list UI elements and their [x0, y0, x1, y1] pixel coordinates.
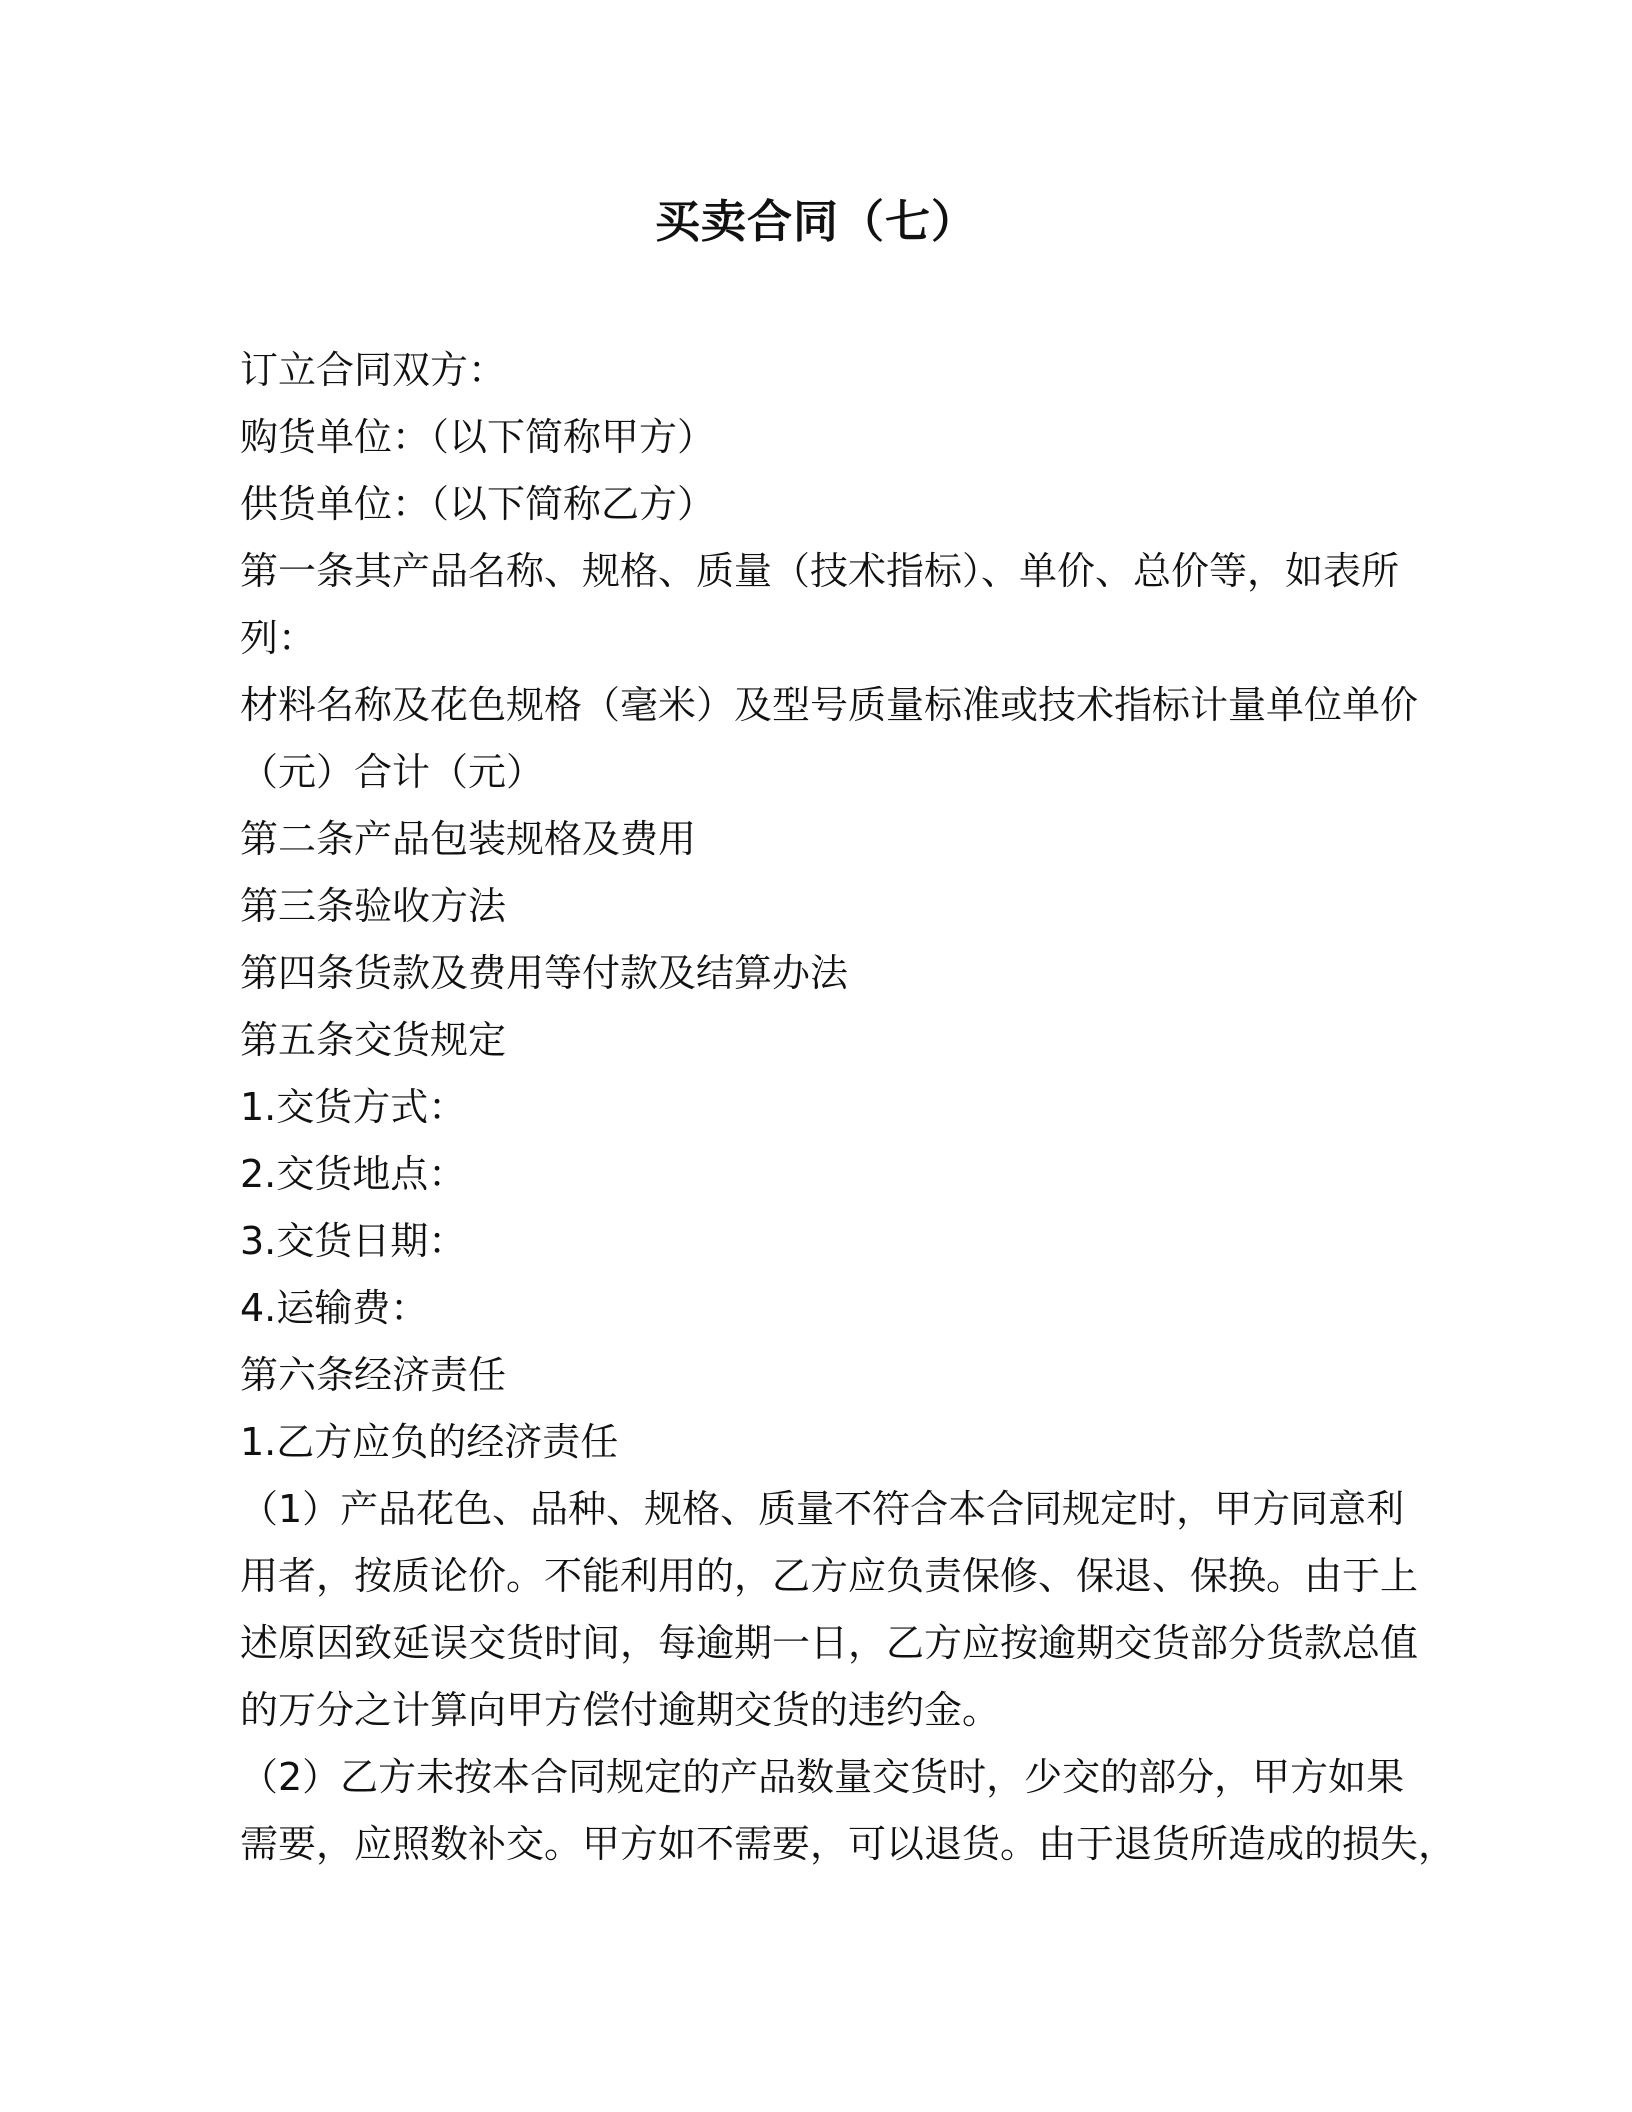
text-line: （2）乙方未按本合同规定的产品数量交货时，少交的部分，甲方如果 — [240, 1755, 1405, 1799]
text-line: 第五条交货规定 — [240, 1018, 507, 1062]
text-line: 4.运输费： — [240, 1286, 429, 1330]
text-line: 订立合同双方： — [240, 348, 507, 392]
text-line: 需要，应照数补交。甲方如不需要，可以退货。由于退货所造成的损失， — [240, 1822, 1457, 1866]
contract-body — [240, 337, 1457, 1878]
text-line: 材料名称及花色规格（毫米）及型号质量标准或技术指标计量单位单价 — [240, 683, 1419, 727]
text-line: （1）产品花色、品种、规格、质量不符合本合同规定时，甲方同意利 — [240, 1487, 1405, 1531]
text-line: 第一条其产品名称、规格、质量（技术指标）、单价、总价等，如表所 — [240, 549, 1400, 593]
text-line: 3.交货日期： — [240, 1219, 467, 1263]
text-line: 第三条验收方法 — [240, 884, 507, 928]
text-line: 购货单位：（以下简称甲方） — [240, 415, 716, 459]
document-title: 买卖合同（七） — [654, 195, 977, 248]
text-line: 述原因致延误交货时间，每逾期一日，乙方应按逾期交货部分货款总值 — [240, 1621, 1419, 1665]
text-line: 2.交货地点： — [240, 1152, 467, 1196]
text-line: （元）合计（元） — [240, 750, 545, 794]
text-line: 第六条经济责任 — [240, 1353, 507, 1397]
text-line: 列： — [240, 616, 317, 660]
text-line: 第二条产品包装规格及费用 — [240, 817, 697, 861]
text-line: 1.交货方式： — [240, 1085, 467, 1129]
text-line: 1.乙方应负的经济责任 — [240, 1420, 619, 1464]
text-line: 用者，按质论价。不能利用的，乙方应负责保修、保退、保换。由于上 — [240, 1554, 1419, 1598]
text-line: 第四条货款及费用等付款及结算办法 — [240, 951, 849, 995]
text-line: 供货单位：（以下简称乙方） — [240, 482, 716, 526]
text-line: 的万分之计算向甲方偿付逾期交货的违约金。 — [240, 1688, 1001, 1732]
